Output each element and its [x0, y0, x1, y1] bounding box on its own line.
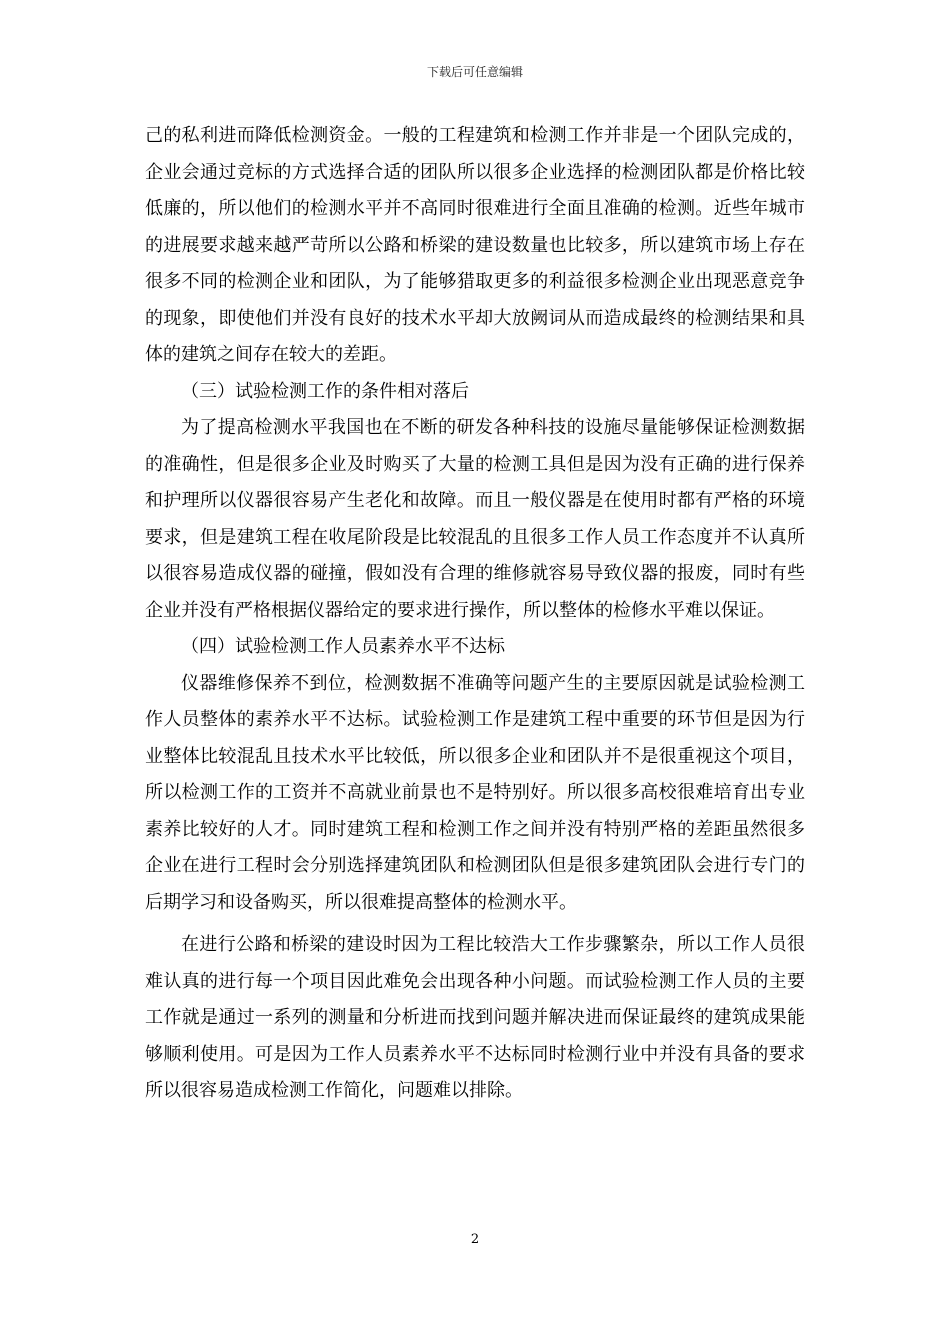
section-heading-3: （三）试验检测工作的条件相对落后: [181, 380, 469, 402]
section-heading-4: （四）试验检测工作人员素养水平不达标: [181, 636, 505, 657]
paragraph-construction-problems: 在进行公路和桥梁的建设时因为工程比较浩大工作步骤繁杂，所以工作人员很难认真的进行每一个项目因此难免会出现各种小问题。而试验检测工作人员的主要工作就是通过一系列的测量和分析进而找到问题并解决进而保证最终的建筑成果能够顺利使用。可是因为工作人员素养水平不达标同时检测行业中并没有具备的要求所以很容易造成检测工作简化，问题难以排除。: [145, 934, 805, 1101]
page-header: 下载后可任意编辑: [426, 65, 523, 79]
paragraph-continuation: 己的私利进而降低检测资金。一般的工程建筑和检测工作并非是一个团队完成的，企业会通过竞标的方式选择合适的团队所以很多企业选择的检测团队都是价格比较低廉的，所以他们的检测水平并不高同时很难进行全面且准确的检测。近些年城市的进展要求越来越严苛所以公路和桥梁的建设数量也比较多，所以建筑市场上存在很多不同的检测企业和团队，为了能够猎取更多的利益很多检测企业出现恶意竞争的现象，即使他们并没有良好的技术水平却大放阙词从而造成最终的检测结果和具体的建筑之间存在较大的差距。: [145, 125, 805, 365]
page-number: 2: [470, 1232, 480, 1247]
paragraph-staff-quality: 仪器维修保养不到位，检测数据不准确等问题产生的主要原因就是试验检测工作人员整体的素养水平不达标。试验检测工作是建筑工程中重要的环节但是因为行业整体比较混乱且技术水平比较低，所以很多企业和团队并不是很重视这个项目，所以检测工作的工资并不高就业前景也不是特别好。所以很多高校很难培育出专业素养比较好的人才。同时建筑工程和检测工作之间并没有特别严格的差距虽然很多企业在进行工程时会分别选择建筑团队和检测团队但是很多建筑团队会进行专门的后期学习和设备购买，所以很难提高整体的检测水平。: [145, 672, 805, 913]
document-body: [145, 118, 805, 1110]
paragraph-equipment-conditions: 为了提高检测水平我国也在不断的研发各种科技的设施尽量能够保证检测数据的准确性，但是很多企业及时购买了大量的检测工具但是因为没有正确的进行保养和护理所以仪器很容易产生老化和故障。而且一般仪器是在使用时都有严格的环境要求，但是建筑工程在收尾阶段是比较混乱的且很多工作人员工作态度并不认真所以很容易造成仪器的碰撞，假如没有合理的维修就容易导致仪器的报废，同时有些企业并没有严格根据仪器给定的要求进行操作，所以整体的检修水平难以保证。: [145, 417, 805, 621]
